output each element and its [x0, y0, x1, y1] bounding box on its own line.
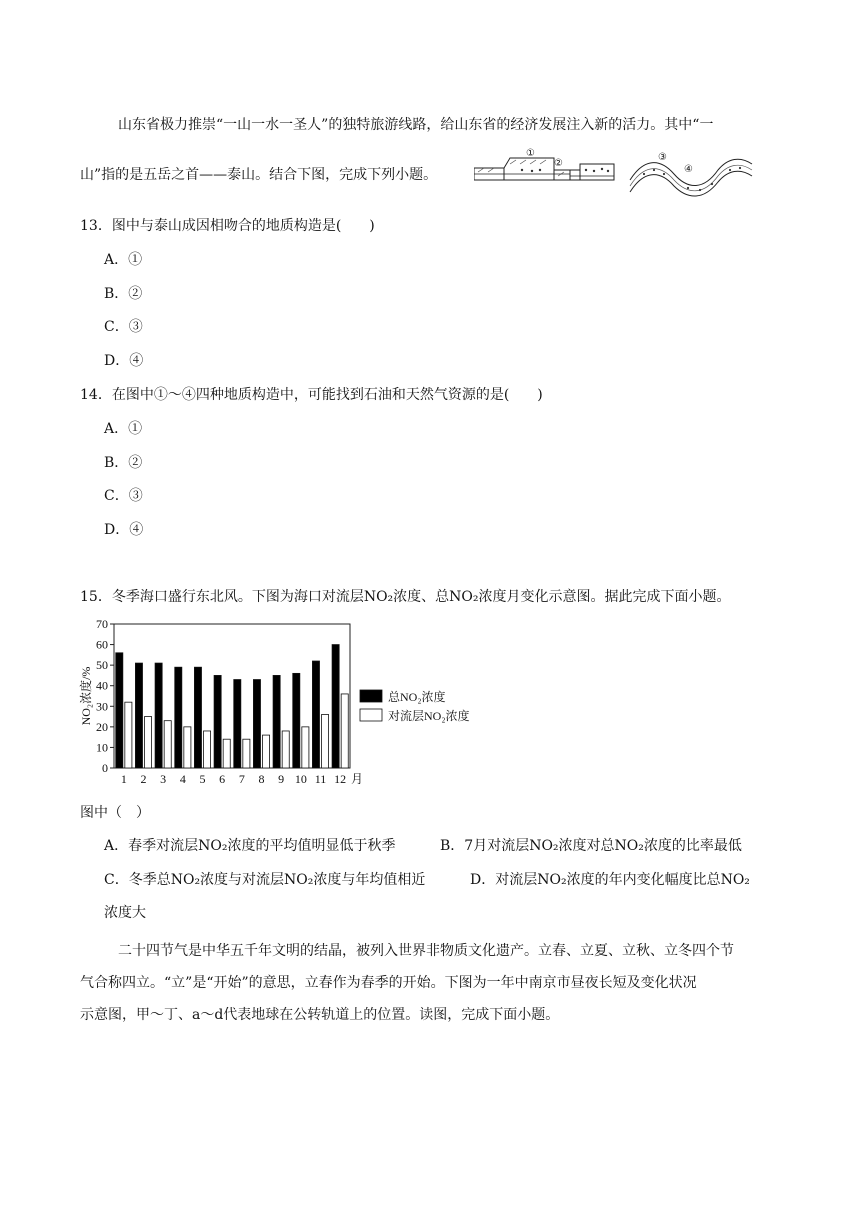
x-tick-label: 12 — [334, 772, 347, 786]
q13-option-a: A．① — [104, 252, 143, 268]
legend-label: 总NO₂浓度 — [388, 690, 446, 704]
y-tick-label: 0 — [102, 761, 108, 775]
x-tick-label: 7 — [238, 772, 245, 786]
legend-swatch — [360, 709, 382, 721]
bar-troposphere-5 — [204, 731, 211, 768]
y-tick-label: 20 — [96, 719, 108, 734]
question-13-stem: 13．图中与泰山成因相吻合的地质构造是( ) — [80, 218, 375, 234]
bar-troposphere-9 — [282, 731, 289, 768]
bar-total-3 — [155, 663, 162, 768]
q15-option-d: D．对流层NO₂浓度的年内变化幅度比总NO₂ — [470, 872, 750, 888]
bar-total-12 — [332, 645, 339, 768]
intro2-line-2: 气合称四立。“立”是“开始”的意思，立春作为春季的开始。下图为一年中南京市昼夜长短及变化状况 — [80, 975, 697, 991]
label-3: ③ — [658, 152, 667, 163]
geologic-structure-figure — [474, 146, 754, 200]
bar-troposphere-10 — [302, 727, 309, 768]
question-15-stem: 15．冬季海口盛行东北风。下图为海口对流层NO₂浓度、总NO₂浓度月变化示意图。据此完成下面小题。 — [80, 589, 731, 605]
bar-total-11 — [312, 661, 319, 768]
bar-troposphere-7 — [243, 739, 250, 768]
x-tick-label: 1 — [120, 772, 127, 786]
bar-total-9 — [273, 675, 280, 768]
q15-option-d-continued: 浓度大 — [104, 905, 146, 921]
q13-option-b: B．② — [104, 286, 143, 302]
x-axis-unit: 月 — [351, 772, 364, 786]
y-tick-label: 50 — [96, 658, 108, 673]
intro2-line-1: 二十四节气是中华五千年文明的结晶，被列入世界非物质文化遗产。立春、立夏、立秋、立冬四个节 — [118, 943, 734, 959]
x-tick-label: 4 — [179, 772, 186, 786]
q13-option-c: C．③ — [104, 319, 143, 335]
bar-troposphere-8 — [263, 735, 270, 768]
bar-total-8 — [253, 680, 260, 768]
q15-option-b: B．7月对流层NO₂浓度对总NO₂浓度的比率最低 — [440, 838, 742, 854]
bar-total-2 — [135, 663, 142, 768]
legend-swatch — [360, 690, 382, 702]
bar-troposphere-4 — [184, 727, 191, 768]
bar-total-5 — [194, 667, 201, 768]
q15-option-c: C．冬季总NO₂浓度与对流层NO₂浓度与年均值相近 — [104, 872, 426, 888]
x-tick-label: 6 — [219, 772, 226, 786]
x-tick-label: 3 — [160, 772, 167, 786]
q15-option-a: A．春季对流层NO₂浓度的平均值明显低于秋季 — [104, 838, 396, 854]
x-tick-label: 5 — [199, 772, 206, 786]
bar-troposphere-12 — [341, 694, 348, 768]
fold-diagram — [630, 152, 752, 196]
intro2-line-3: 示意图，甲～丁、a～d代表地球在公转轨道上的位置。读图，完成下面小题。 — [80, 1007, 560, 1023]
label-4: ④ — [684, 164, 693, 175]
x-tick-label: 10 — [294, 772, 307, 786]
bar-troposphere-11 — [322, 715, 329, 768]
q14-option-b: B．② — [104, 455, 143, 471]
intro-line-1: 山东省极力推崇“一山一水一圣人”的独特旅游线路，给山东省的经济发展注入新的活力。其中“一 — [118, 117, 714, 133]
label-1: ① — [526, 148, 535, 159]
y-tick-label: 60 — [96, 637, 108, 652]
x-tick-label: 11 — [314, 772, 327, 786]
bar-total-6 — [214, 675, 221, 768]
q14-option-d: D．④ — [104, 522, 144, 538]
bar-total-7 — [234, 680, 241, 768]
y-tick-label: 10 — [96, 740, 108, 755]
legend-label: 对流层NO₂浓度 — [388, 709, 470, 723]
q14-option-c: C．③ — [104, 488, 143, 504]
figure-prompt: 图中（ ） — [80, 805, 150, 821]
intro-line-2: 山”指的是五岳之首——泰山。结合下图，完成下列小题。 — [80, 167, 438, 183]
bar-troposphere-1 — [125, 702, 132, 768]
no2-bar-chart — [78, 612, 498, 792]
x-tick-label: 8 — [258, 772, 265, 786]
fault-block-diagram — [474, 148, 614, 180]
y-tick-label: 30 — [96, 699, 108, 714]
y-tick-label: 70 — [96, 617, 108, 631]
bar-troposphere-2 — [145, 717, 152, 768]
bar-total-10 — [293, 673, 300, 768]
x-tick-label: 2 — [140, 772, 147, 786]
y-axis-label: NO₂浓度/% — [79, 666, 93, 726]
q13-option-d: D．④ — [104, 353, 144, 369]
question-14-stem: 14．在图中①～④四种地质构造中，可能找到石油和天然气资源的是( ) — [80, 387, 543, 403]
x-tick-label: 9 — [278, 772, 285, 786]
bar-total-4 — [175, 667, 182, 768]
bar-troposphere-6 — [223, 739, 230, 768]
bar-troposphere-3 — [164, 721, 171, 768]
bar-total-1 — [116, 653, 123, 768]
label-2: ② — [554, 158, 563, 169]
q14-option-a: A．① — [104, 421, 143, 437]
y-tick-label: 40 — [96, 678, 108, 693]
